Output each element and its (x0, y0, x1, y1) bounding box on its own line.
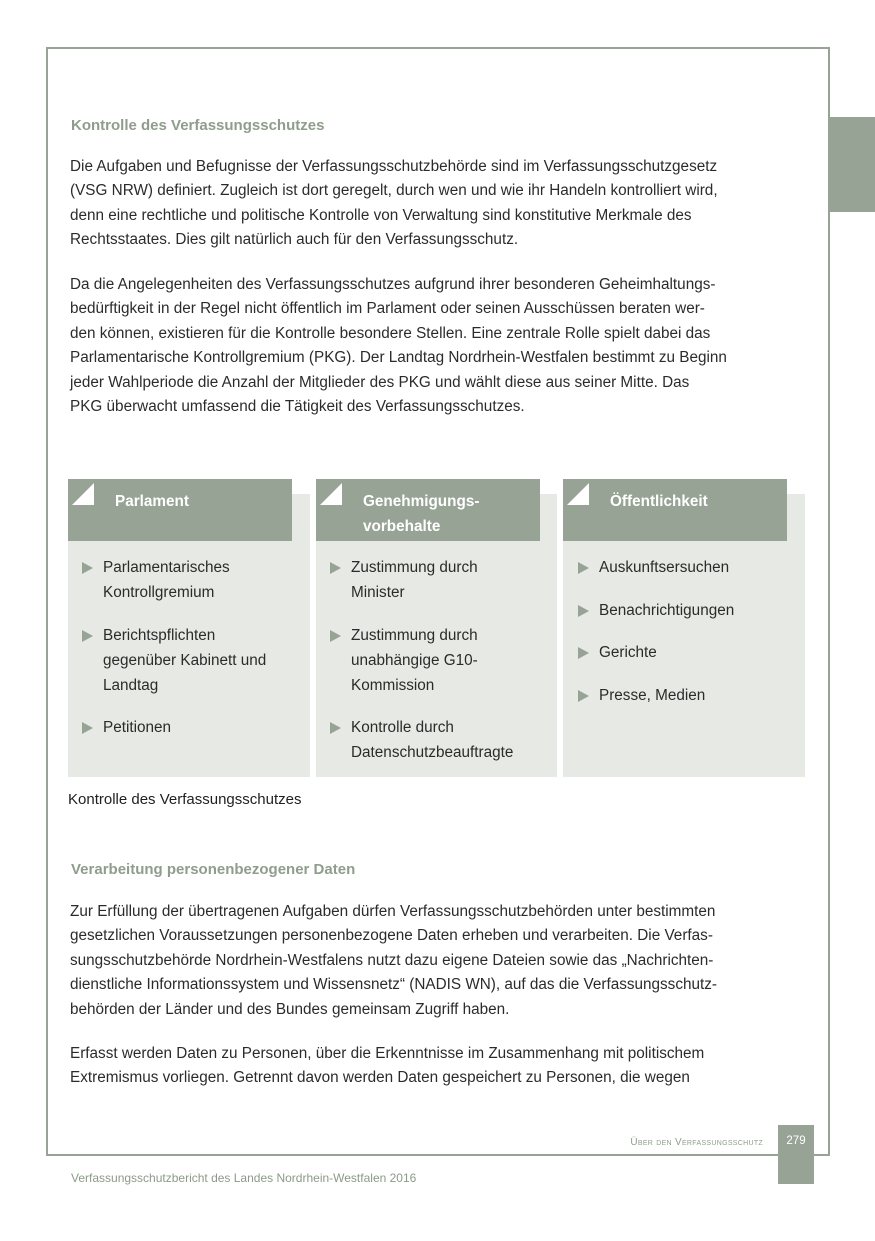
box-title (363, 489, 479, 539)
text-line: bedürftigkeit in der Regel nicht öffentlich im Parlament oder seinen Ausschüssen beraten wer- (70, 300, 705, 318)
item-line: Datenschutzbeauftragte (351, 744, 514, 761)
box-genehmigungsvorbehalte-header (316, 479, 540, 541)
text-line: gesetzlichen Voraussetzungen personenbezogene Daten erheben und verarbeiten. Die Verfas- (70, 927, 713, 945)
text-line: dienstliche Informationssystem und Wissensnetz“ (NADIS WN), auf das die Verfassungsschutz- (70, 976, 717, 994)
item-line: Berichtspflichten (103, 626, 216, 644)
text-line: Zur Erfüllung der übertragenen Aufgaben dürfen Verfassungsschutzbehörden unter bestimmten (70, 903, 716, 920)
list-item (82, 555, 302, 605)
text-line: Rechtsstaates. Dies gilt natürlich auch für den Verfassungsschutz. (70, 231, 519, 249)
publication-title: Verfassungsschutzbericht des Landes Nordrhein-Westfalen 2016 (71, 1171, 417, 1185)
triangle-bullet-icon (330, 722, 341, 734)
list-item (578, 555, 798, 580)
item-line: Benachrichtigungen (599, 601, 735, 619)
box-title (610, 489, 708, 514)
item-line: Petitionen (103, 719, 172, 736)
running-footer-section: Über den Verfassungsschutz (630, 1137, 763, 1148)
paragraph-datenverarbeitung (70, 900, 790, 1022)
text-line: jeder Wahlperiode die Anzahl der Mitglieder des PKG und wählt diese aus seiner Mitte. Das (70, 373, 690, 391)
paragraph-geheimhaltung (70, 273, 790, 419)
item-line: Kontrollgremium (103, 584, 215, 601)
item-line: Presse, Medien (599, 686, 706, 704)
box-title-line: Parlament (115, 493, 189, 510)
box-oeffentlichkeit-header (563, 479, 787, 541)
item-line: Zustimmung durch (351, 559, 478, 576)
list-item (330, 715, 555, 765)
list-item (578, 598, 798, 623)
text-line: denn eine rechtliche und politische Kontrolle von Verwaltung sind konstitutive Merkmale des (70, 206, 692, 224)
item-line: Auskunftsersuchen (599, 559, 730, 576)
box-title-line: vorbehalte (363, 518, 441, 535)
box-parlament-header (68, 479, 292, 541)
item-line: gegenüber Kabinett und (103, 651, 267, 669)
text-line: Da die Angelegenheiten des Verfassungsschutzes aufgrund ihrer besonderen Geheimhaltungs- (70, 276, 716, 293)
list-item (82, 623, 302, 698)
box-oeffentlichkeit-list (578, 555, 798, 725)
text-line: PKG überwacht umfassend die Tätigkeit des Verfassungsschutzes. (70, 398, 525, 416)
list-item (330, 555, 555, 605)
text-line: Parlamentarische Kontrollgremium (PKG). Der Landtag Nordrhein-Westfalen bestimmt zu Beginn (70, 349, 727, 367)
text-line: Die Aufgaben und Befugnisse der Verfassungsschutzbehörde sind im Verfassungsschutzgesetz (70, 158, 718, 175)
text-line: Erfasst werden Daten zu Personen, über die Erkenntnisse im Zusammenhang mit politischem (70, 1045, 705, 1062)
box-parlament-list (82, 555, 302, 758)
corner-triangle-icon (72, 483, 94, 505)
list-item (330, 623, 555, 698)
corner-triangle-icon (320, 483, 342, 505)
chapter-side-tab (829, 117, 875, 212)
box-title (115, 489, 189, 514)
triangle-bullet-icon (82, 630, 93, 642)
item-line: Kommission (351, 676, 435, 694)
item-line: Kontrolle durch (351, 719, 454, 736)
triangle-bullet-icon (578, 562, 589, 574)
item-line: Zustimmung durch (351, 626, 478, 644)
figure-caption: Kontrolle des Verfassungsschutzes (68, 791, 302, 808)
item-line: Parlamentarisches (103, 559, 230, 576)
item-line: Gerichte (599, 644, 657, 661)
text-line: den können, existieren für die Kontrolle besondere Stellen. Eine zentrale Rolle spielt dabei das (70, 324, 711, 342)
box-genehmigungsvorbehalte-list (330, 555, 555, 783)
item-line: unabhängige G10- (351, 651, 478, 669)
list-item (578, 640, 798, 665)
box-title-line: Genehmigungs- (363, 493, 480, 510)
text-line: behörden der Länder und des Bundes gemeinsam Zugriff haben. (70, 1000, 510, 1018)
triangle-bullet-icon (82, 722, 93, 734)
paragraph-aufgaben (70, 155, 790, 253)
triangle-bullet-icon (578, 690, 589, 702)
triangle-bullet-icon (82, 562, 93, 574)
text-line: (VSG NRW) definiert. Zugleich ist dort geregelt, durch wen und wie ihr Handeln kontrolliert wird, (70, 182, 718, 200)
triangle-bullet-icon (578, 605, 589, 617)
triangle-bullet-icon (330, 562, 341, 574)
item-line: Minister (351, 584, 405, 601)
text-line: Extremismus vorliegen. Getrennt davon werden Daten gespeichert zu Personen, die wegen (70, 1069, 690, 1087)
item-line: Landtag (103, 676, 159, 694)
text-line: sungsschutzbehörde Nordrhein-Westfalens nutzt dazu eigene Dateien sowie das „Nachrichten- (70, 951, 714, 969)
page-number-box (778, 1125, 814, 1184)
box-title-line: Öffentlichkeit (610, 493, 708, 510)
list-item (578, 683, 798, 708)
section-heading-daten: Verarbeitung personenbezogener Daten (71, 861, 356, 878)
paragraph-erfassung (70, 1042, 790, 1091)
list-item (82, 715, 302, 740)
corner-triangle-icon (567, 483, 589, 505)
triangle-bullet-icon (578, 647, 589, 659)
triangle-bullet-icon (330, 630, 341, 642)
section-heading-kontrolle: Kontrolle des Verfassungsschutzes (71, 117, 325, 134)
page-number: 279 (786, 1135, 806, 1147)
